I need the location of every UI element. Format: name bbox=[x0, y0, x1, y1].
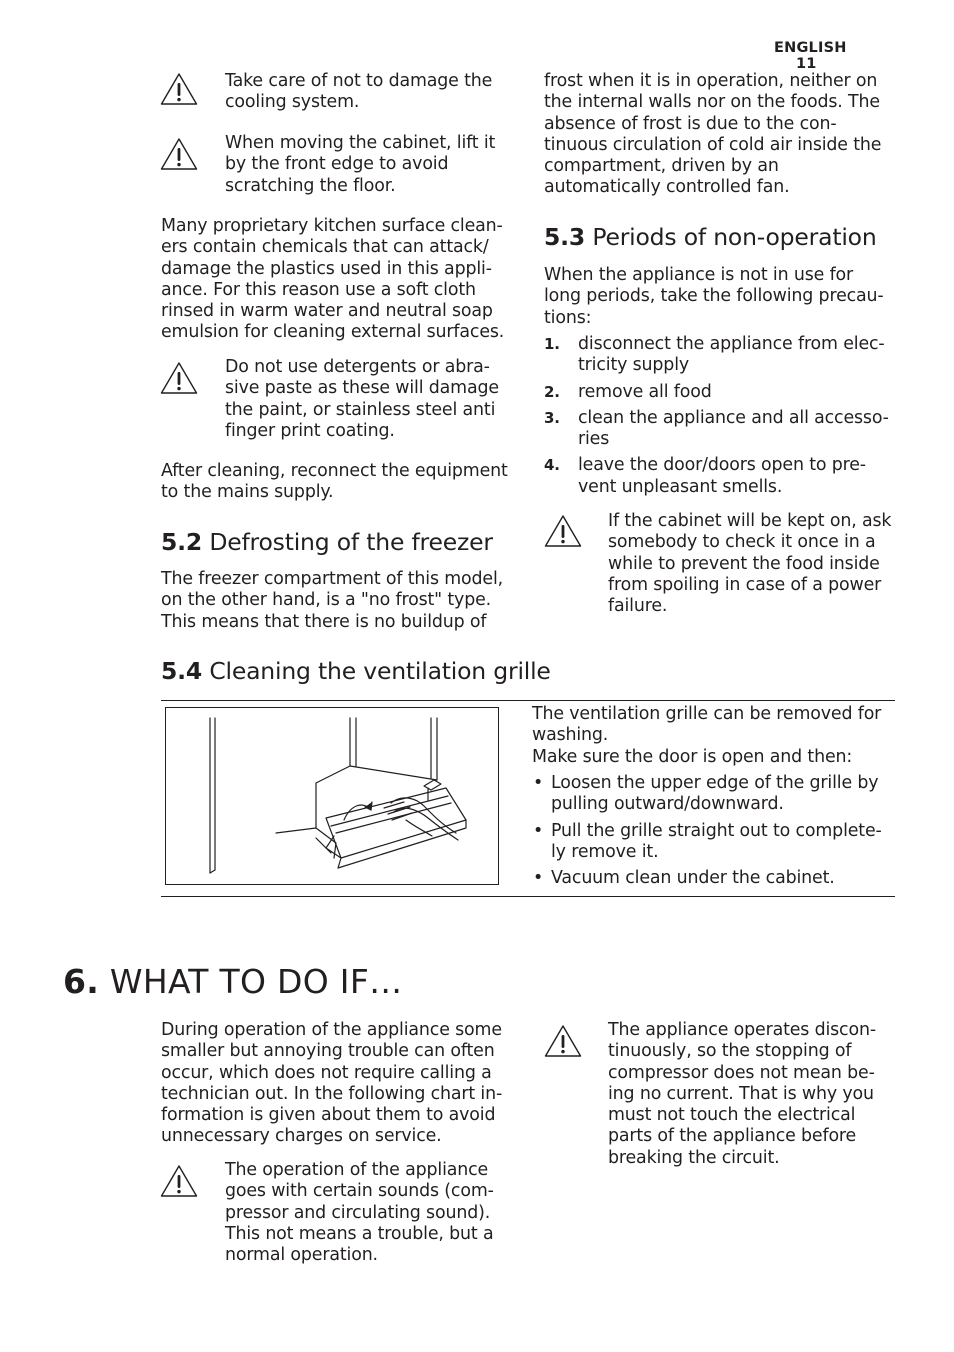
step-number: 2. bbox=[544, 382, 560, 401]
section-title: Defrosting of the freezer bbox=[209, 528, 493, 556]
list-item: • Vacuum clean under the cabinet. bbox=[533, 868, 835, 889]
step-text: disconnect the appliance from elec-tricity supply bbox=[578, 334, 885, 376]
section-heading-5-4 bbox=[161, 657, 661, 685]
step-number: 1. bbox=[544, 335, 560, 353]
grille-intro-1: The ventilation grille can be removed for washing. bbox=[532, 704, 882, 746]
step-text: clean the appliance and all accesso-ries bbox=[578, 407, 889, 450]
section-heading-5-2 bbox=[161, 528, 521, 556]
list-item: • Loosen the upper edge of the grille by pulling outward/downward. bbox=[533, 773, 879, 815]
section-number: 5.2 bbox=[161, 528, 203, 556]
section-title: Cleaning the ventilation grille bbox=[209, 657, 551, 685]
list-item bbox=[544, 408, 894, 451]
section-number: 5.4 bbox=[161, 657, 203, 685]
trouble-intro-paragraph: During operation of the appliance some smaller but annoying trouble can often occur, which does not require calling a technician out. In the following chart in-formation is given about them to avoid unnecessary charges on service. bbox=[161, 1020, 503, 1147]
list-item bbox=[544, 334, 894, 377]
header-page-number: 11 bbox=[796, 56, 817, 72]
warning-text-cooling: Take care of not to damage the cooling system. bbox=[225, 71, 493, 113]
header-language: ENGLISH bbox=[774, 40, 847, 56]
bullet-text: Loosen the upper edge of the grille by pulling outward/downward. bbox=[551, 773, 879, 815]
warning-icon bbox=[160, 361, 198, 395]
bullet-text: Vacuum clean under the cabinet. bbox=[551, 868, 835, 889]
warning-text-sounds: The operation of the appliance goes with certain sounds (com-pressor and circulating sound). This not means a trouble, but a normal operation. bbox=[225, 1160, 494, 1266]
section-number: 5.3 bbox=[544, 223, 586, 251]
grille-illustration bbox=[165, 707, 499, 885]
section-title: Periods of non-operation bbox=[592, 223, 877, 251]
warning-icon bbox=[544, 514, 582, 548]
grille-steps bbox=[532, 773, 894, 894]
table-top-rule bbox=[161, 700, 895, 701]
step-text: leave the door/doors open to pre-vent unpleasant smells. bbox=[578, 455, 866, 497]
reconnect-paragraph: After cleaning, reconnect the equipment to the mains supply. bbox=[161, 461, 508, 503]
step-text: remove all food bbox=[578, 381, 712, 402]
warning-icon bbox=[160, 72, 198, 106]
grille-intro-2: Make sure the door is open and then: bbox=[532, 747, 853, 767]
chapter-title bbox=[63, 962, 663, 1001]
warning-text-discontinuous: The appliance operates discon-tinuously, so the stopping of compressor does not mean be-ing no current. That is why you must not touch the electrical parts of the appliance before breaking the circuit. bbox=[608, 1020, 876, 1168]
warning-icon bbox=[160, 1164, 198, 1198]
chapter-number: 6. bbox=[63, 962, 100, 1001]
bullet-text: Pull the grille straight out to complete-ly remove it. bbox=[551, 820, 882, 862]
warning-text-moving: When moving the cabinet, lift it by the front edge to avoid scratching the floor. bbox=[225, 133, 496, 196]
warning-text-detergents: Do not use detergents or abra-sive paste as these will damage the paint, or stainless steel anti finger print coating. bbox=[225, 357, 499, 441]
list-item bbox=[544, 382, 894, 403]
no-frost-continued-paragraph: frost when it is in operation, neither on the internal walls nor on the foods. The absence of frost is due to the con-tinuous circulation of cold air inside the compartment, driven by an automatically controlled fan. bbox=[544, 71, 882, 198]
step-number: 3. bbox=[544, 408, 560, 427]
step-number: 4. bbox=[544, 456, 560, 475]
list-item bbox=[544, 455, 894, 498]
table-bottom-rule bbox=[161, 896, 895, 897]
section-heading-5-3 bbox=[544, 223, 904, 251]
cleaners-paragraph: Many proprietary kitchen surface clean-ers contain chemicals that can attack/ damage the plastics used in this appli-ance. For this reason use a soft cloth rinsed in warm water and neutral soap emulsion for cleaning external surfaces. bbox=[161, 216, 505, 343]
warning-icon bbox=[160, 137, 198, 171]
non-operation-steps bbox=[544, 334, 894, 503]
non-operation-intro: When the appliance is not in use for long periods, take the following precau-tions: bbox=[544, 265, 884, 328]
warning-icon bbox=[544, 1024, 582, 1058]
running-header bbox=[774, 40, 894, 72]
list-item: • Pull the grille straight out to complete-ly remove it. bbox=[533, 820, 882, 862]
defrosting-paragraph: The freezer compartment of this model, on the other hand, is a "no frost" type. This means that there is no buildup of bbox=[161, 569, 504, 632]
chapter-title-text: WHAT TO DO IF… bbox=[109, 962, 403, 1001]
warning-text-cabinet-on: If the cabinet will be kept on, ask somebody to check it once in a while to prevent the food inside from spoiling in case of a power failure. bbox=[608, 511, 892, 617]
